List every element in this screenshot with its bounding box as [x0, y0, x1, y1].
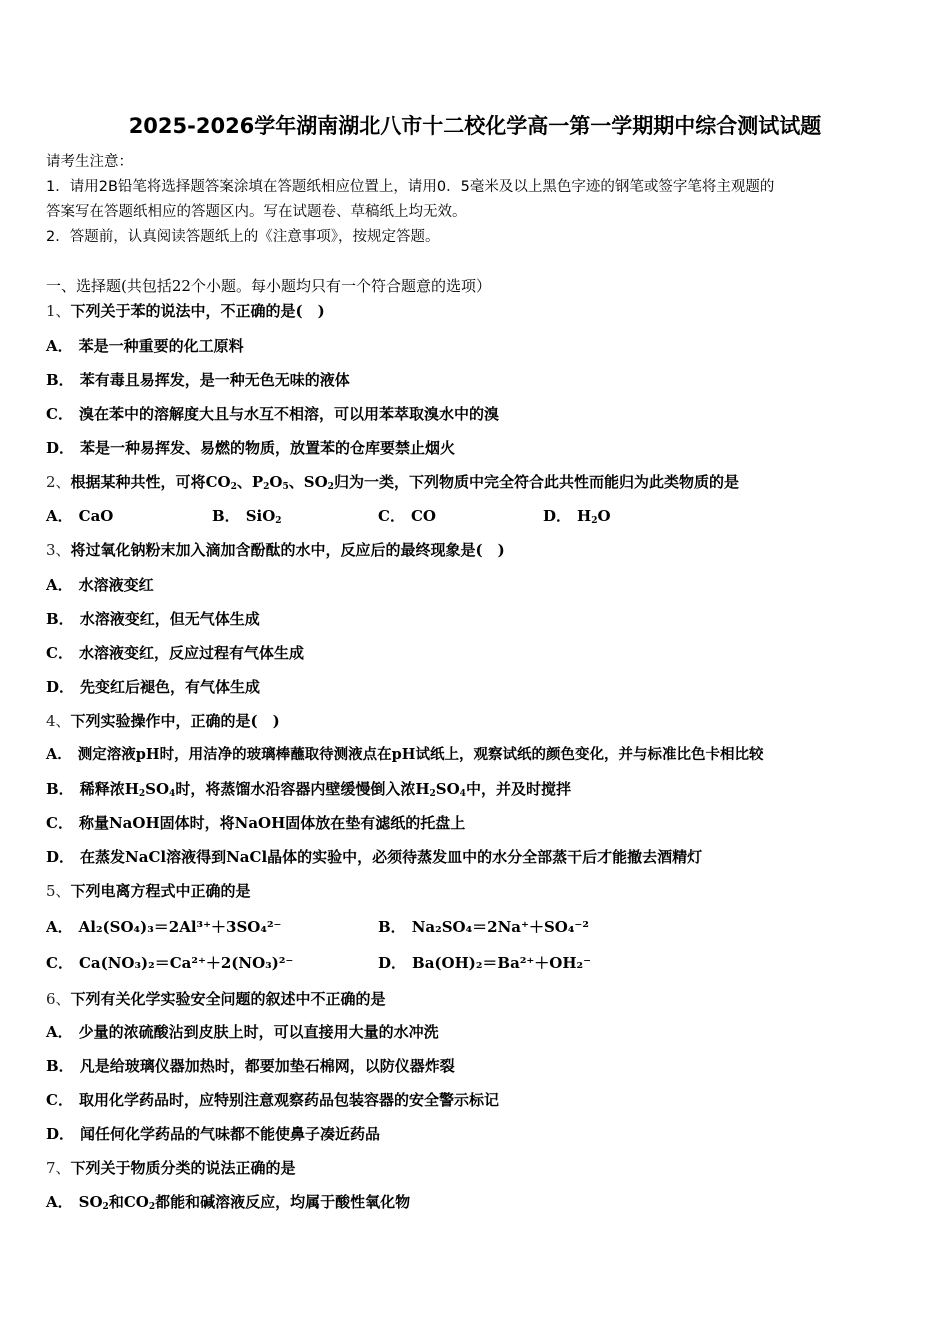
q5-option-b[interactable]	[378, 917, 589, 937]
subscript: 2	[429, 789, 436, 799]
option-letter: D．	[46, 439, 75, 457]
question-number: 1、	[46, 302, 71, 320]
option-formula: Al₂(SO₄)₃＝2Al³⁺＋3SO₄²⁻	[78, 918, 282, 936]
option-text: 中，并及时搅拌	[465, 780, 571, 798]
option-text: 测定溶液pH时，用洁净的玻璃棒蘸取待测液点在pH试纸上，观察试纸的颜色变化，并与标准比色卡相比较	[77, 746, 764, 763]
q4-option-b[interactable]	[46, 779, 571, 799]
question-stem: 下列有关化学实验安全问题的叙述中不正确的是	[70, 990, 386, 1008]
question-number: 4、	[46, 712, 71, 730]
q5-option-c[interactable]	[46, 953, 293, 973]
option-text: 苯是一种易挥发、易燃的物质，放置苯的仓库要禁止烟火	[80, 439, 456, 457]
notice-item-1-line-2: 答案写在答题纸相应的答题区内。写在试题卷、草稿纸上均无效。	[46, 204, 467, 220]
q6-option-c[interactable]	[46, 1090, 499, 1110]
q3-option-d[interactable]	[46, 677, 260, 697]
question-number: 5、	[46, 882, 71, 900]
q2-option-a[interactable]	[46, 506, 113, 526]
subscript: 4	[459, 789, 466, 799]
formula-co2: CO	[205, 473, 231, 491]
option-text: CaO	[78, 507, 114, 525]
q1-option-a[interactable]	[46, 336, 244, 356]
option-text: 称量NaOH固体时，将NaOH固体放在垫有滤纸的托盘上	[78, 814, 466, 832]
option-letter: B．	[46, 1057, 74, 1075]
option-text: 少量的浓硫酸沾到皮肤上时，可以直接用大量的水冲洗	[78, 1023, 439, 1041]
option-text: SO	[145, 780, 170, 798]
option-letter: A．	[46, 1193, 73, 1211]
question-1	[46, 301, 325, 321]
option-letter: D．	[46, 678, 75, 696]
question-number: 7、	[46, 1159, 71, 1177]
option-letter: C．	[46, 405, 73, 423]
q7-option-a[interactable]	[46, 1192, 410, 1212]
question-stem: 将过氧化钠粉末加入滴加含酚酞的水中，反应后的最终现象是( )	[70, 541, 505, 559]
question-number: 2、	[46, 473, 71, 491]
option-text: SO	[435, 780, 460, 798]
option-letter: D．	[46, 1125, 75, 1143]
q2-option-b[interactable]	[212, 506, 282, 526]
option-text: 时，将蒸馏水沿容器内壁缓慢倒入浓H	[175, 780, 430, 798]
option-text: 凡是给玻璃仪器加热时，都要加垫石棉网，以防仪器炸裂	[79, 1057, 455, 1075]
q6-option-d[interactable]	[46, 1124, 380, 1144]
option-letter: A．	[46, 918, 73, 936]
question-stem: 下列电离方程式中正确的是	[70, 882, 251, 900]
option-letter: A．	[46, 337, 73, 355]
option-letter: C．	[46, 1091, 73, 1109]
option-text: 都能和碱溶液反应，均属于酸性氧化物	[155, 1193, 411, 1211]
q1-option-c[interactable]	[46, 404, 499, 424]
option-letter: A．	[46, 746, 72, 763]
question-number: 3、	[46, 541, 71, 559]
question-number: 6、	[46, 990, 71, 1008]
option-letter: C．	[46, 644, 73, 662]
subscript: 2	[230, 482, 237, 492]
q6-option-a[interactable]	[46, 1022, 439, 1042]
q3-option-c[interactable]	[46, 643, 304, 663]
section-heading: 一、选择题(共包括22个小题。每小题均只有一个符合题意的选项）	[46, 277, 491, 295]
q6-option-b[interactable]	[46, 1056, 455, 1076]
question-2	[46, 472, 739, 492]
option-letter: B．	[46, 371, 74, 389]
option-letter: A．	[46, 507, 73, 525]
option-text: 溴在苯中的溶解度大且与水互不相溶，可以用苯萃取溴水中的溴	[78, 405, 499, 423]
option-text: 在蒸发NaCl溶液得到NaCl晶体的实验中，必须待蒸发皿中的水分全部蒸干后才能撤去酒精灯	[80, 848, 703, 866]
option-text: 水溶液变红，反应过程有气体生成	[78, 644, 304, 662]
notice-heading: 请考生注意：	[46, 154, 133, 170]
subscript: 2	[102, 1202, 109, 1212]
page-title: 2025-2026学年湖南湖北八市十二校化学高一第一学期期中综合测试试题	[128, 114, 822, 138]
q1-option-b[interactable]	[46, 370, 350, 390]
option-text: 取用化学药品时，应特别注意观察药品包装容器的安全警示标记	[78, 1091, 499, 1109]
option-letter: D．	[46, 848, 75, 866]
subscript: 4	[169, 789, 176, 799]
q4-option-d[interactable]	[46, 847, 702, 867]
subscript: 2	[138, 789, 146, 799]
subscript: 2	[327, 482, 334, 492]
option-formula: Ca(NO₃)₂＝Ca²⁺＋2(NO₃)²⁻	[78, 954, 294, 972]
option-text: 稀释浓H	[79, 780, 139, 798]
subscript: 2	[263, 482, 270, 492]
question-6	[46, 989, 386, 1009]
q4-option-a[interactable]	[46, 745, 763, 765]
q2-option-d[interactable]	[543, 506, 611, 526]
option-text: 水溶液变红，但无气体生成	[79, 610, 260, 628]
option-text: 水溶液变红	[78, 576, 154, 594]
q3-option-b[interactable]	[46, 609, 260, 629]
option-formula: Ba(OH)₂＝Ba²⁺＋OH₂⁻	[412, 954, 592, 972]
option-text: O	[597, 507, 611, 525]
option-text: 先变红后褪色，有气体生成	[80, 678, 261, 696]
option-text: H	[577, 507, 592, 525]
option-letter: B．	[378, 918, 406, 936]
subscript: 2	[591, 516, 598, 526]
option-letter: D．	[543, 507, 572, 525]
option-letter: D．	[378, 954, 407, 972]
subscript: 2	[275, 516, 282, 526]
option-text: 和CO	[108, 1193, 149, 1211]
stem-text: 根据某种共性，可将	[70, 473, 206, 491]
separator: 、	[236, 473, 252, 491]
option-formula: Na₂SO₄＝2Na⁺＋SO₄⁻²	[411, 918, 589, 936]
question-4	[46, 711, 280, 731]
option-text: 苯有毒且易挥发，是一种无色无味的液体	[79, 371, 350, 389]
option-text: 苯是一种重要的化工原料	[78, 337, 244, 355]
option-text: SO	[78, 1193, 103, 1211]
option-text: SiO	[245, 507, 276, 525]
question-7	[46, 1158, 296, 1178]
subscript: 2	[148, 1202, 156, 1212]
option-text: 闻任何化学药品的气味都不能使鼻子凑近药品	[80, 1125, 381, 1143]
separator: 、	[288, 473, 304, 491]
question-stem: 下列关于物质分类的说法正确的是	[70, 1159, 296, 1177]
notice-item-1-line-1: 1．请用2B铅笔将选择题答案涂填在答题纸相应位置上，请用0．5毫米及以上黑色字迹的钢笔或签字笔将主观题的	[46, 179, 775, 195]
option-letter: B．	[46, 610, 74, 628]
option-letter: C．	[46, 814, 73, 832]
notice-item-2: 2．答题前，认真阅读答题纸上的《注意事项》，按规定答题。	[46, 229, 440, 245]
formula-p2o5: O	[269, 473, 283, 491]
q5-option-d[interactable]	[378, 953, 591, 973]
question-stem: 下列关于苯的说法中，不正确的是( )	[70, 302, 325, 320]
option-letter: C．	[378, 507, 405, 525]
option-letter: C．	[46, 954, 73, 972]
q2-option-c[interactable]	[378, 506, 436, 526]
option-letter: B．	[46, 780, 74, 798]
subscript: 5	[282, 482, 289, 492]
q1-option-d[interactable]	[46, 438, 455, 458]
option-letter: A．	[46, 1023, 73, 1041]
q3-option-a[interactable]	[46, 575, 154, 595]
option-letter: A．	[46, 576, 73, 594]
q5-option-a[interactable]	[46, 917, 281, 937]
formula-so2: SO	[303, 473, 328, 491]
option-letter: B．	[212, 507, 240, 525]
option-text: CO	[410, 507, 436, 525]
q4-option-c[interactable]	[46, 813, 465, 833]
question-stem: 下列实验操作中，正确的是( )	[70, 712, 280, 730]
question-3	[46, 540, 505, 560]
formula-p2o5: P	[251, 473, 264, 491]
question-5	[46, 881, 251, 901]
stem-text: 归为一类，下列物质中完全符合此共性而能归为此类物质的是	[333, 473, 739, 491]
